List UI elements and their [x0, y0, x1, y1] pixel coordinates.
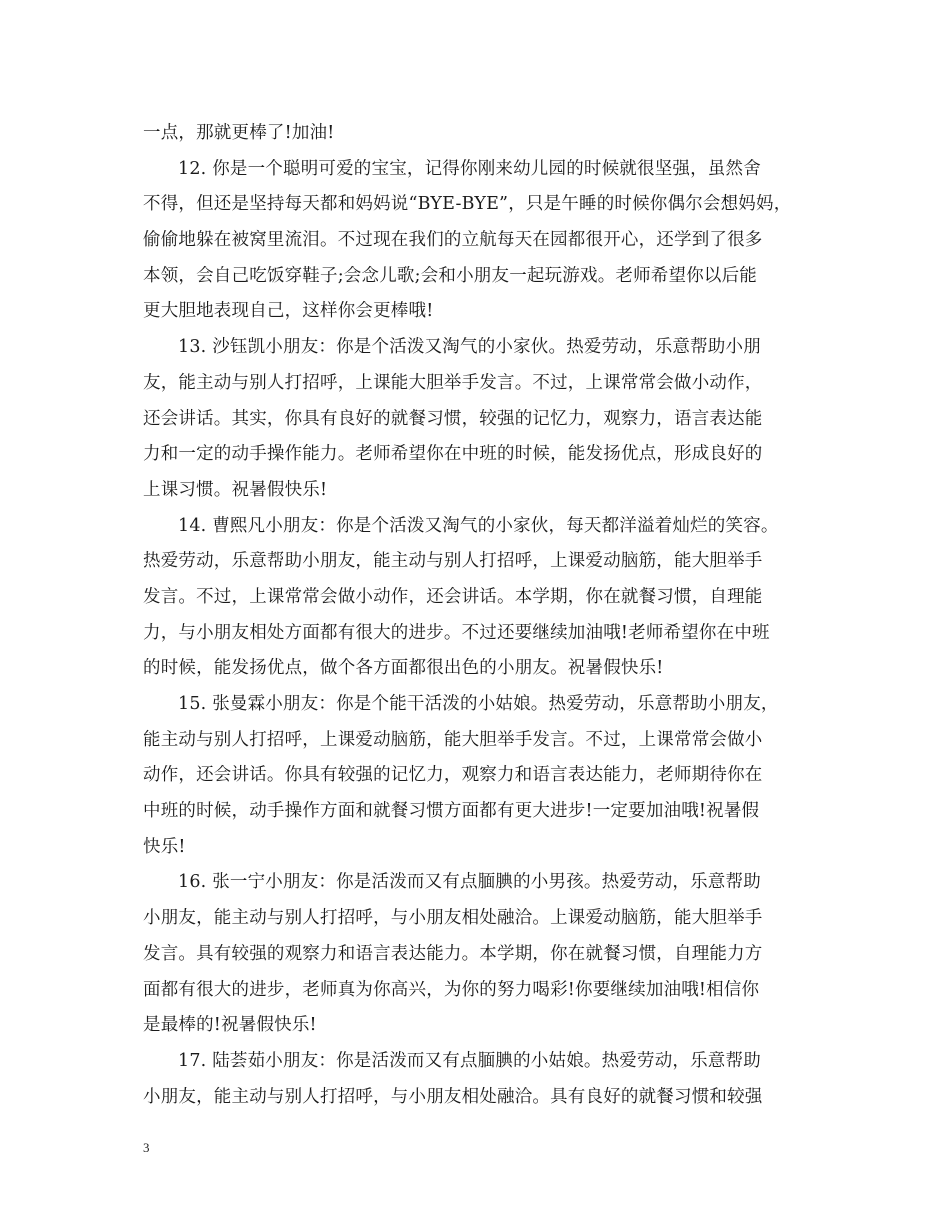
document-body [143, 116, 813, 1115]
paragraph-first-line: 15. 张曼霖小朋友：你是个能干活泼的小姑娘。热爱劳动，乐意帮助小朋友， [178, 694, 779, 714]
paragraph-line: 上课习惯。祝暑假快乐! [143, 479, 328, 500]
paragraph-line: 能主动与别人打招呼，上课爱动脑筋，能大胆举手发言。不过，上课常常会做小 [143, 729, 763, 750]
paragraph-line: 力，与小朋友相处方面都有很大的进步。不过还要继续加油哦!老师希望你在中班 [143, 622, 770, 643]
paragraph-line: 小朋友，能主动与别人打招呼，与小朋友相处融洽。上课爱动脑筋，能大胆举手 [143, 908, 763, 929]
paragraph-line: 发言。具有较强的观察力和语言表达能力。本学期，你在就餐习惯，自理能力方 [143, 943, 763, 964]
paragraph-line: 力和一定的动手操作能力。老师希望你在中班的时候，能发扬优点，形成良好的 [143, 444, 763, 465]
paragraph-line: 中班的时候，动手操作方面和就餐习惯方面都有更大进步!一定要加油哦!祝暑假 [143, 801, 760, 822]
paragraph-first-line: 14. 曹熙凡小朋友：你是个活泼又淘气的小家伙，每天都洋溢着灿烂的笑容。 [178, 515, 779, 536]
paragraph-first-line: 12. 你是一个聪明可爱的宝宝，记得你刚来幼儿园的时候就很坚强，虽然舍 [178, 158, 761, 179]
paragraph-line: 还会讲话。其实，你具有良好的就餐习惯，较强的记忆力，观察力，语言表达能 [143, 408, 763, 429]
paragraph-line: 热爱劳动，乐意帮助小朋友，能主动与别人打招呼，上课爱动脑筋，能大胆举手 [143, 551, 763, 572]
paragraph-first-line: 16. 张一宁小朋友：你是活泼而又有点腼腆的小男孩。热爱劳动，乐意帮助 [178, 872, 761, 893]
paragraph-line: 面都有很大的进步，老师真为你高兴，为你的努力喝彩!你要继续加油哦!相信你 [143, 979, 760, 1000]
paragraph-line: 不得，但还是坚持每天都和妈妈说“BYE-BYE”，只是午睡的时候你偶尔会想妈妈， [143, 194, 792, 215]
paragraph-first-line: 13. 沙钰凯小朋友：你是个活泼又淘气的小家伙。热爱劳动，乐意帮助小朋 [178, 337, 761, 358]
paragraph-line: 偷偷地躲在被窝里流泪。不过现在我们的立航每天在园都很开心，还学到了很多 [143, 230, 763, 251]
paragraph-line: 快乐! [143, 836, 186, 857]
page-number: 3 [143, 1140, 150, 1155]
paragraph-line: 更大胆地表现自己，这样你会更棒哦! [143, 301, 434, 322]
paragraph-line: 动作，还会讲话。你具有较强的记忆力，观察力和语言表达能力，老师期待你在 [143, 765, 763, 786]
paragraph-line: 发言。不过，上课常常会做小动作，还会讲话。本学期，你在就餐习惯，自理能 [143, 586, 763, 607]
paragraph-line: 本领，会自己吃饭穿鞋子;会念儿歌;会和小朋友一起玩游戏。老师希望你以后能 [143, 265, 757, 286]
paragraph-line: 是最棒的!祝暑假快乐! [143, 1015, 317, 1036]
paragraph-line: 小朋友，能主动与别人打招呼，与小朋友相处融洽。具有良好的就餐习惯和较强 [143, 1086, 763, 1107]
paragraph-line: 友，能主动与别人打招呼，上课能大胆举手发言。不过，上课常常会做小动作， [143, 372, 763, 393]
paragraph-line: 一点，那就更棒了!加油! [143, 123, 335, 143]
paragraph-line: 的时候，能发扬优点，做个各方面都很出色的小朋友。祝暑假快乐! [143, 658, 664, 679]
paragraph-first-line: 17. 陆荟茹小朋友：你是活泼而又有点腼腆的小姑娘。热爱劳动，乐意帮助 [178, 1050, 761, 1071]
